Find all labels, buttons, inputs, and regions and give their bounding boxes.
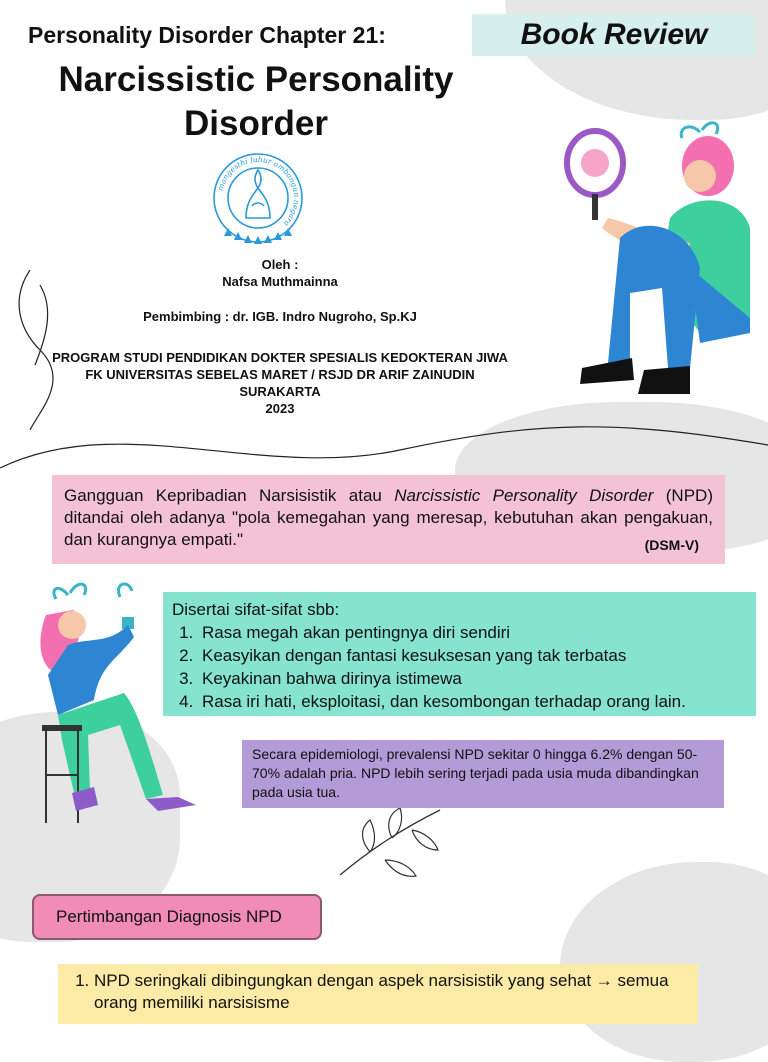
epidemiology-text: Secara epidemiologi, prevalensi NPD sekitar 0 hingga 6.2% dengan 50-70% adalah pria. NPD lebih sering terjadi pada usia muda dibandingkan pada usia tua. (252, 746, 699, 800)
definition-term: Narcissistic Personality Disorder (394, 486, 654, 505)
page-title-line-1: Narcissistic Personality (58, 60, 454, 99)
book-review-badge (472, 14, 756, 56)
woman-with-mirror-illustration (550, 118, 760, 403)
diagnosis-box (58, 964, 698, 1024)
page-title (20, 58, 492, 146)
university-logo (208, 148, 308, 248)
city: SURAKARTA (239, 384, 321, 399)
program-line-2: FK UNIVERSITAS SEBELAS MARET / RSJD DR ARIF ZAINUDIN (85, 367, 475, 382)
list-item: 1. Rasa megah akan pentingnya diri sendiri (198, 621, 747, 644)
program-line-1: PROGRAM STUDI PENDIDIKAN DOKTER SPESIALIS KEDOKTERAN JIWA (52, 350, 508, 365)
epidemiology-box (242, 740, 724, 808)
list-item: 3. Keyakinan bahwa dirinya istimewa (198, 667, 747, 690)
diagnosis-heading: Pertimbangan Diagnosis NPD (32, 894, 322, 940)
logo-ring-text: mangesthi luhur ambangun negara (215, 154, 302, 229)
traits-list (172, 621, 747, 713)
list-item: 2. Keasyikan dengan fantasi kesuksesan yang tak terbatas (198, 644, 747, 667)
book-review-label: Book Review (520, 18, 708, 51)
list-item: 1. NPD seringkali dibingungkan dengan aspek narsisistik yang sehat → semua orang memiliki narsisisme (94, 970, 690, 1014)
leaf-branch-decoration (330, 800, 450, 880)
definition-text-1: Gangguan Kepribadian Narsisistik atau (64, 486, 395, 505)
traits-intro: Disertai sifat-sifat sbb: (172, 600, 340, 619)
definition-text-2: (NPD) ditandai oleh adanya "pola kemegahan yang meresap, kebutuhan akan pengakuan, dan kurangnya empati." (64, 486, 713, 549)
list-item: 4. Rasa iri hati, eksploitasi, dan kesombongan terhadap orang lain. (198, 690, 747, 713)
definition-source: (DSM-V) (644, 537, 699, 553)
supervisor: Pembimbing : dr. IGB. Indro Nugroho, Sp.KJ (143, 309, 417, 324)
author-name: Nafsa Muthmainna (222, 274, 338, 289)
author-block (20, 256, 540, 417)
bg-blob-bottom-right (560, 862, 768, 1062)
chapter-title: Personality Disorder Chapter 21: (28, 22, 386, 48)
diagnosis-list (66, 970, 690, 1014)
definition-box (52, 475, 725, 564)
by-label: Oleh : (261, 257, 299, 272)
year: 2023 (265, 401, 295, 416)
page-title-line-2: Disorder (184, 104, 328, 143)
traits-box (163, 592, 756, 716)
